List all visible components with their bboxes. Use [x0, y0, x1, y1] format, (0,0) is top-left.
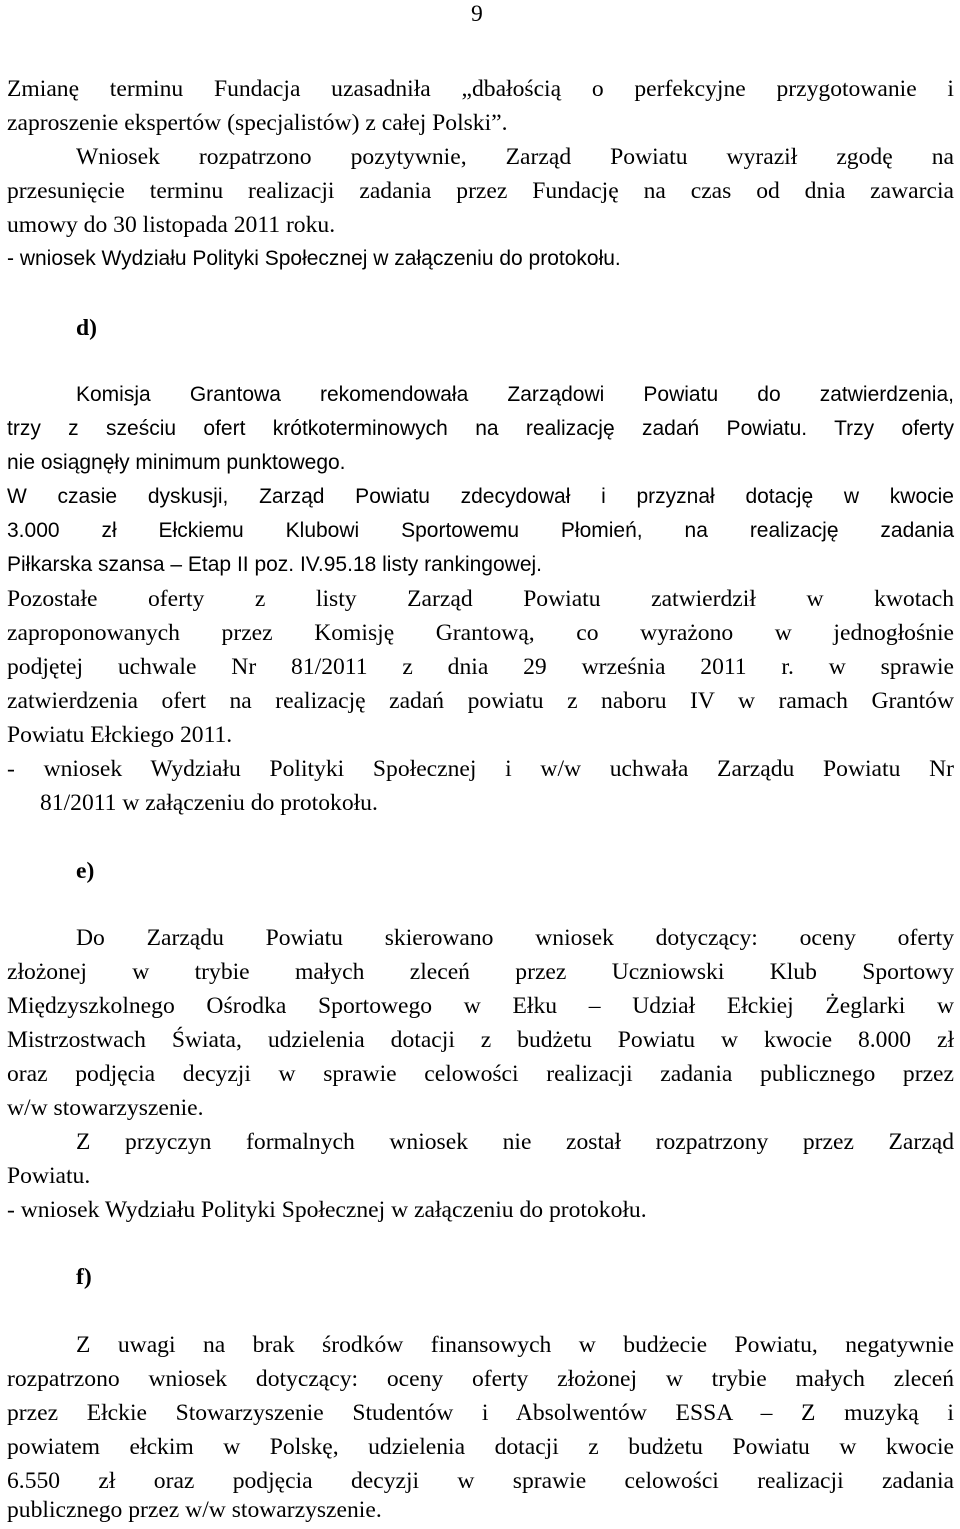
text-line: Z uwagi na brak środków finansowych w budżecie Powiatu, negatywnie — [76, 1332, 954, 1358]
section-heading-f: f) — [76, 1264, 92, 1290]
text-line: publicznego przez w/w stowarzyszenie. — [7, 1497, 382, 1523]
text-line: - wniosek Wydziału Polityki Społecznej w załączeniu do protokołu. — [7, 247, 621, 270]
text-line: Piłkarska szansa – Etap II poz. IV.95.18 listy rankingowej. — [7, 553, 543, 576]
text-line: Pozostałe oferty z listy Zarząd Powiatu zatwierdził w kwotach — [7, 586, 954, 612]
text-line: przez Ełckie Stowarzyszenie Studentów i Absolwentów ESSA – Z muzyką i — [7, 1400, 954, 1426]
text-line: Do Zarządu Powiatu skierowano wniosek dotyczący: oceny oferty — [76, 925, 954, 951]
text-line: Wniosek rozpatrzono pozytywnie, Zarząd Powiatu wyraził zgodę na — [76, 144, 954, 170]
text-line: Powiatu. — [7, 1163, 91, 1189]
section-heading-d: d) — [76, 315, 97, 341]
text-line: - wniosek Wydziału Polityki Społecznej i w/w uchwała Zarządu Powiatu Nr — [7, 756, 954, 782]
text-line: zaproszenie ekspertów (specjalistów) z całej Polski”. — [7, 110, 508, 136]
text-line: W czasie dyskusji, Zarząd Powiatu zdecydował i przyznał dotację w kwocie — [7, 485, 954, 508]
text-line: oraz podjęcia decyzji w sprawie celowości realizacji zadania publicznego przez — [7, 1061, 954, 1087]
section-heading-e: e) — [76, 858, 95, 884]
page-number: 9 — [471, 1, 483, 27]
text-line: Zmianę terminu Fundacja uzasadniła „dbałością o perfekcyjne przygotowanie i — [7, 76, 954, 102]
text-line: Komisja Grantowa rekomendowała Zarządowi Powiatu do zatwierdzenia, — [76, 383, 954, 406]
text-line: trzy z sześciu ofert krótkoterminowych na realizację zadań Powiatu. Trzy oferty — [7, 417, 954, 440]
text-line: podjętej uchwale Nr 81/2011 z dnia 29 września 2011 r. w sprawie — [7, 654, 954, 680]
text-line: powiatem ełckim w Polskę, udzielenia dotacji z budżetu Powiatu w kwocie — [7, 1434, 954, 1460]
text-line: Międzyszkolnego Ośrodka Sportowego w Ełku – Udział Ełckiej Żeglarki w — [7, 993, 954, 1019]
text-line: Powiatu Ełckiego 2011. — [7, 722, 233, 748]
text-line: rozpatrzono wniosek dotyczący: oceny oferty złożonej w trybie małych zleceń — [7, 1366, 954, 1392]
text-line: zatwierdzenia ofert na realizację zadań powiatu z naboru IV w ramach Grantów — [7, 688, 954, 714]
text-line: Z przyczyn formalnych wniosek nie został rozpatrzony przez Zarząd — [76, 1129, 954, 1155]
text-line: 81/2011 w załączeniu do protokołu. — [40, 790, 378, 816]
text-line: w/w stowarzyszenie. — [7, 1095, 204, 1121]
text-line: złożonej w trybie małych zleceń przez Uczniowski Klub Sportowy — [7, 959, 954, 985]
text-line: zaproponowanych przez Komisję Grantową, co wyrażono w jednogłośnie — [7, 620, 954, 646]
text-line: nie osiągnęły minimum punktowego. — [7, 451, 346, 474]
text-line: 3.000 zł Ełckiemu Klubowi Sportowemu Płomień, na realizację zadania — [7, 519, 954, 542]
text-line: przesunięcie terminu realizacji zadania przez Fundację na czas od dnia zawarcia — [7, 178, 954, 204]
text-line: umowy do 30 listopada 2011 roku. — [7, 212, 336, 238]
text-line: Mistrzostwach Świata, udzielenia dotacji z budżetu Powiatu w kwocie 8.000 zł — [7, 1027, 954, 1053]
text-line: 6.550 zł oraz podjęcia decyzji w sprawie celowości realizacji zadania — [7, 1468, 954, 1494]
text-line: - wniosek Wydziału Polityki Społecznej w załączeniu do protokołu. — [7, 1197, 647, 1223]
